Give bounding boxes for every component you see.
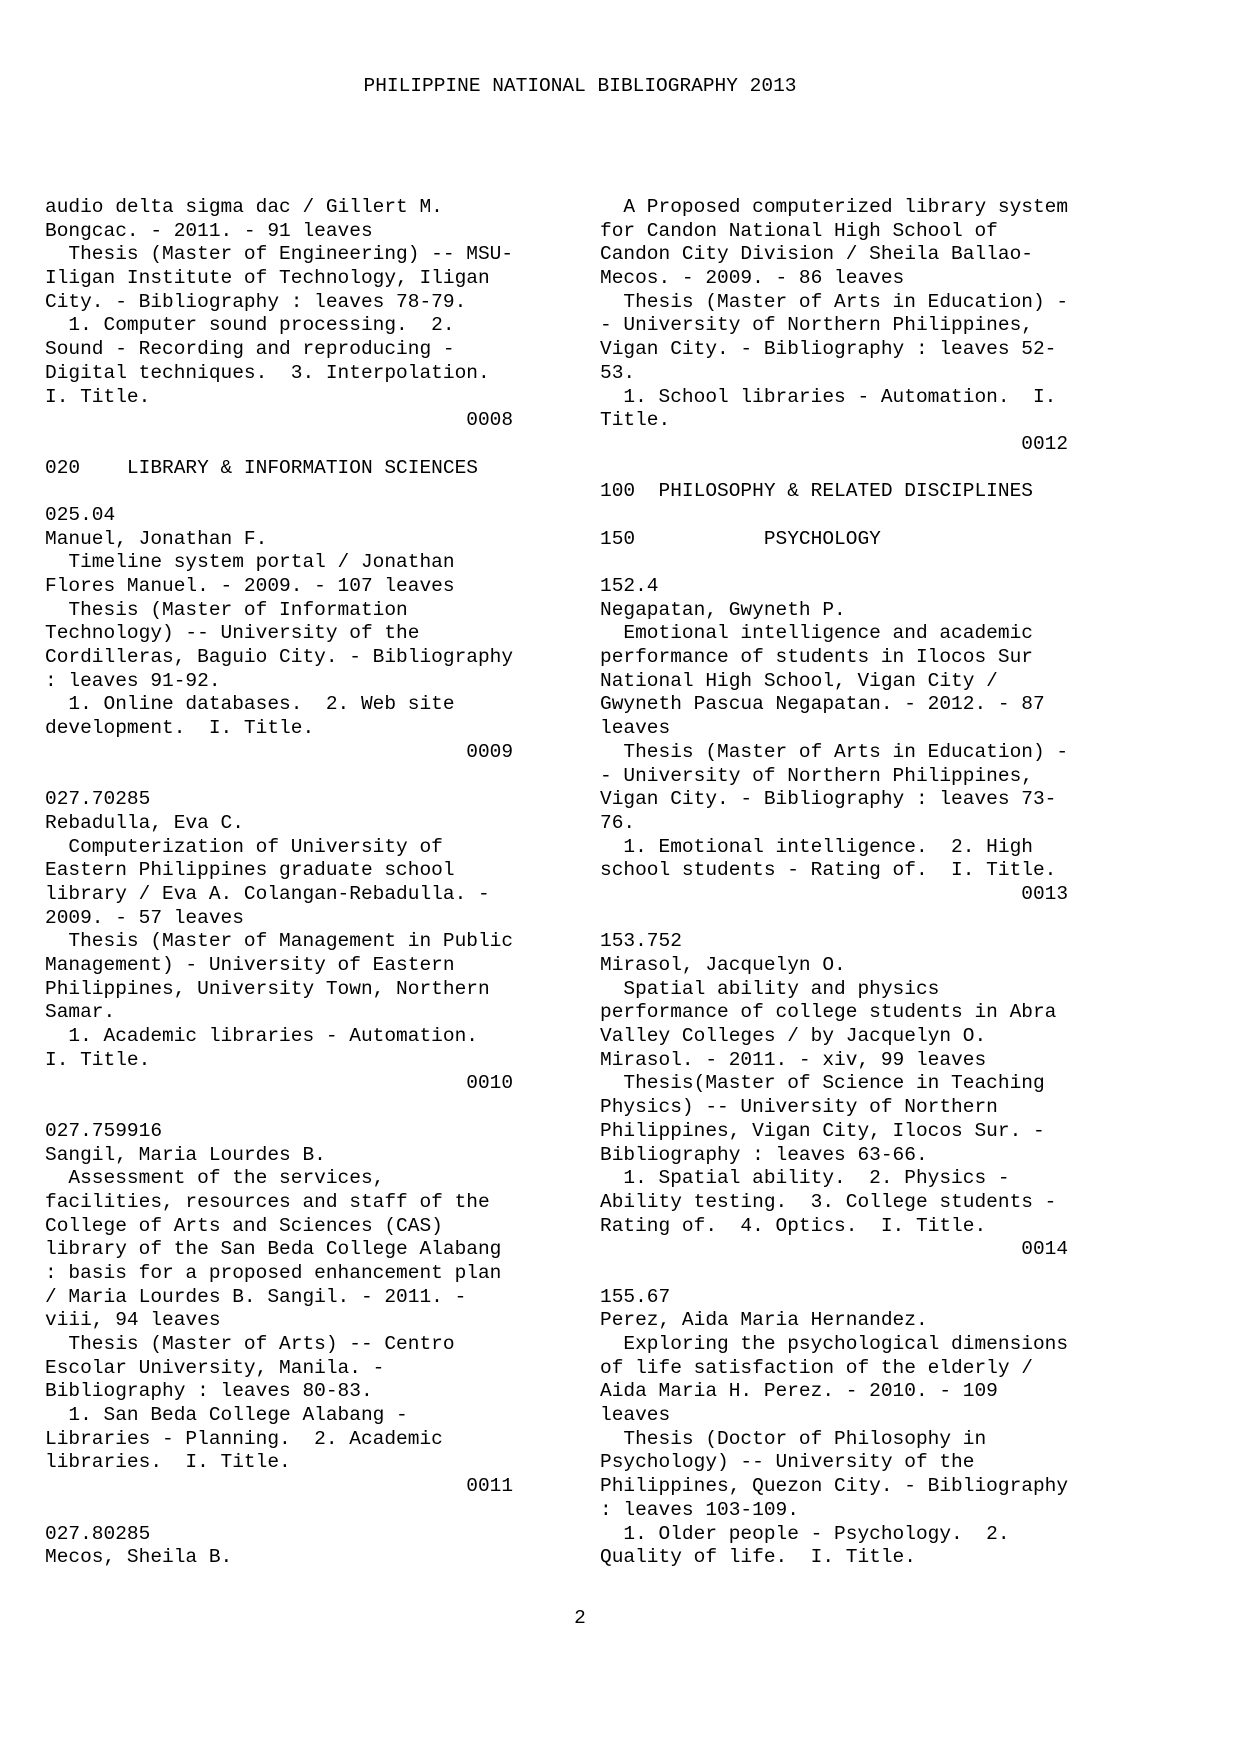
- text-line: Title.: [600, 409, 671, 432]
- text-line: 1. San Beda College Alabang -: [45, 1404, 408, 1427]
- text-line: leaves: [600, 1404, 671, 1427]
- text-line: Technology) -- University of the: [45, 622, 420, 645]
- text-line: [600, 551, 1120, 575]
- text-line: library of the San Beda College Alabang: [45, 1238, 502, 1261]
- text-line: I. Title.: [45, 385, 151, 408]
- text-line: Eastern Philippines graduate school: [45, 859, 455, 882]
- text-line: 0013: [600, 882, 1069, 905]
- text-line: development. I. Title.: [45, 717, 315, 740]
- text-line: Thesis (Master of Arts in Education) -: [600, 740, 1069, 763]
- text-line: - University of Northern Philippines,: [600, 764, 1033, 787]
- text-line: Quality of life. I. Title.: [600, 1546, 916, 1569]
- text-line: Ability testing. 3. College students -: [600, 1190, 1057, 1213]
- text-line: 027.70285: [45, 788, 151, 811]
- text-line: Samar.: [45, 1001, 116, 1024]
- page-header-title: PHILIPPINE NATIONAL BIBLIOGRAPHY 2013: [363, 75, 797, 97]
- text-line: performance of college students in Abra: [600, 1001, 1057, 1024]
- text-line: Candon City Division / Sheila Ballao-: [600, 243, 1033, 266]
- text-line: A Proposed computerized library system: [600, 196, 1069, 218]
- text-line: [45, 1499, 565, 1523]
- text-line: Thesis (Master of Management in Public: [45, 930, 514, 953]
- text-line: 76.: [600, 811, 636, 834]
- text-line: Escolar University, Manila. -: [45, 1356, 385, 1379]
- text-line: 027.80285: [45, 1522, 151, 1545]
- right-column: [600, 196, 1120, 1570]
- text-line: 0009: [45, 740, 514, 763]
- text-line: 150 PSYCHOLOGY: [600, 527, 881, 550]
- text-line: 153.752: [600, 930, 682, 953]
- text-line: Sound - Recording and reproducing -: [45, 338, 455, 361]
- text-line: 020 LIBRARY & INFORMATION SCIENCES: [45, 456, 478, 479]
- text-line: 1. School libraries - Automation. I.: [600, 385, 1057, 408]
- text-line: [45, 480, 565, 504]
- left-column: [45, 196, 565, 1570]
- text-line: 1. Emotional intelligence. 2. High: [600, 835, 1033, 858]
- text-line: Mecos, Sheila B.: [45, 1546, 233, 1569]
- text-line: Perez, Aida Maria Hernandez.: [600, 1309, 928, 1332]
- text-line: Spatial ability and physics: [600, 977, 940, 1000]
- text-line: performance of students in Ilocos Sur: [600, 646, 1033, 669]
- text-line: : leaves 103-109.: [600, 1498, 799, 1521]
- text-line: City. - Bibliography : leaves 78-79.: [45, 290, 467, 313]
- page-number: 2: [574, 1607, 586, 1629]
- text-line: Computerization of University of: [45, 835, 443, 858]
- text-line: Digital techniques. 3. Interpolation.: [45, 361, 490, 384]
- text-line: for Candon National High School of: [600, 219, 998, 242]
- text-line: Bongcac. - 2011. - 91 leaves: [45, 219, 373, 242]
- text-line: leaves: [600, 717, 671, 740]
- text-line: National High School, Vigan City /: [600, 669, 998, 692]
- text-line: 1. Academic libraries - Automation.: [45, 1025, 478, 1048]
- text-line: school students - Rating of. I. Title.: [600, 859, 1057, 882]
- text-line: Cordilleras, Baguio City. - Bibliography: [45, 646, 514, 669]
- text-line: Negapatan, Gwyneth P.: [600, 598, 846, 621]
- text-line: Philippines, University Town, Northern: [45, 977, 490, 1000]
- text-line: Libraries - Planning. 2. Academic: [45, 1427, 443, 1450]
- text-line: 155.67: [600, 1285, 671, 1308]
- text-line: Flores Manuel. - 2009. - 107 leaves: [45, 575, 455, 597]
- text-line: audio delta sigma dac / Gillert M.: [45, 196, 443, 218]
- text-line: 025.04: [45, 503, 116, 526]
- text-line: : leaves 91-92.: [45, 669, 221, 692]
- text-line: Emotional intelligence and academic: [600, 622, 1033, 645]
- text-line: [600, 907, 1120, 931]
- text-line: [45, 433, 565, 457]
- text-line: Mirasol, Jacquelyn O.: [600, 954, 846, 976]
- text-line: Philippines, Quezon City. - Bibliography: [600, 1475, 1069, 1498]
- text-line: Thesis(Master of Science in Teaching: [600, 1072, 1045, 1095]
- text-line: 027.759916: [45, 1119, 163, 1142]
- text-line: Philippines, Vigan City, Ilocos Sur. -: [600, 1119, 1045, 1142]
- text-line: [600, 1262, 1120, 1286]
- text-line: Rebadulla, Eva C.: [45, 811, 244, 834]
- text-line: Rating of. 4. Optics. I. Title.: [600, 1214, 987, 1237]
- text-line: Mirasol. - 2011. - xiv, 99 leaves: [600, 1048, 987, 1071]
- text-line: facilities, resources and staff of the: [45, 1190, 490, 1213]
- text-line: Timeline system portal / Jonathan: [45, 551, 455, 574]
- text-line: Management) - University of Eastern: [45, 954, 455, 976]
- text-line: Exploring the psychological dimensions: [600, 1333, 1069, 1355]
- text-line: Psychology) -- University of the: [600, 1451, 975, 1474]
- text-line: 53.: [600, 361, 636, 384]
- text-line: [45, 1096, 565, 1120]
- text-line: 0012: [600, 432, 1069, 455]
- text-line: Thesis (Master of Arts) -- Centro: [45, 1333, 455, 1355]
- text-line: Vigan City. - Bibliography : leaves 73-: [600, 788, 1057, 811]
- text-line: 0011: [45, 1475, 514, 1498]
- text-line: 1. Online databases. 2. Web site: [45, 693, 455, 716]
- text-line: [600, 457, 1120, 481]
- text-line: Thesis (Master of Engineering) -- MSU-: [45, 243, 514, 266]
- text-line: 1. Older people - Psychology. 2.: [600, 1522, 1010, 1545]
- text-line: College of Arts and Sciences (CAS): [45, 1214, 443, 1237]
- text-line: : basis for a proposed enhancement plan: [45, 1261, 502, 1284]
- text-line: Sangil, Maria Lourdes B.: [45, 1143, 326, 1166]
- text-line: Physics) -- University of Northern: [600, 1096, 998, 1119]
- text-line: Thesis (Master of Information: [45, 598, 408, 621]
- text-line: 2009. - 57 leaves: [45, 906, 244, 929]
- text-line: Thesis (Master of Arts in Education) -: [600, 290, 1069, 313]
- text-line: [45, 765, 565, 789]
- text-line: [600, 504, 1120, 528]
- text-line: of life satisfaction of the elderly /: [600, 1356, 1033, 1379]
- text-line: / Maria Lourdes B. Sangil. - 2011. -: [45, 1285, 467, 1308]
- text-line: Thesis (Doctor of Philosophy in: [600, 1427, 987, 1450]
- text-line: Gwyneth Pascua Negapatan. - 2012. - 87: [600, 693, 1045, 716]
- text-line: Bibliography : leaves 80-83.: [45, 1380, 373, 1403]
- text-line: 0014: [600, 1238, 1069, 1261]
- text-line: Assessment of the services,: [45, 1167, 385, 1190]
- text-line: Iligan Institute of Technology, Iligan: [45, 267, 490, 290]
- text-line: 0010: [45, 1072, 514, 1095]
- text-line: Mecos. - 2009. - 86 leaves: [600, 267, 905, 290]
- text-line: library / Eva A. Colangan-Rebadulla. -: [45, 882, 490, 905]
- text-line: 1. Spatial ability. 2. Physics -: [600, 1167, 1010, 1190]
- text-line: 0008: [45, 409, 514, 432]
- text-line: Bibliography : leaves 63-66.: [600, 1143, 928, 1166]
- text-line: Manuel, Jonathan F.: [45, 527, 268, 550]
- text-line: Vigan City. - Bibliography : leaves 52-: [600, 338, 1057, 361]
- text-line: libraries. I. Title.: [45, 1451, 291, 1474]
- text-line: Aida Maria H. Perez. - 2010. - 109: [600, 1380, 998, 1403]
- text-line: 152.4: [600, 575, 659, 597]
- text-line: 100 PHILOSOPHY & RELATED DISCIPLINES: [600, 480, 1033, 503]
- text-line: 1. Computer sound processing. 2.: [45, 314, 455, 337]
- text-line: - University of Northern Philippines,: [600, 314, 1033, 337]
- text-line: I. Title.: [45, 1048, 151, 1071]
- text-line: Valley Colleges / by Jacquelyn O.: [600, 1025, 987, 1048]
- text-line: viii, 94 leaves: [45, 1309, 221, 1332]
